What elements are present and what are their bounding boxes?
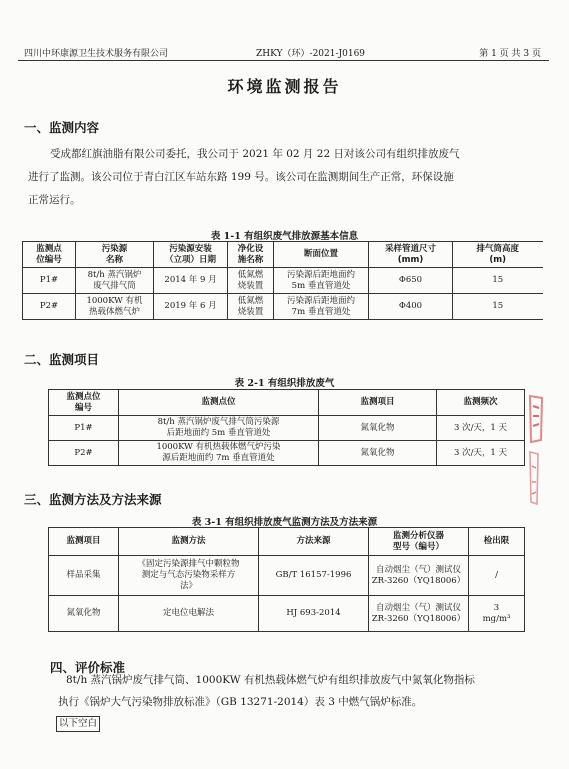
cell-line: P1# (39, 275, 59, 285)
table-cell (228, 268, 274, 294)
cell-line: mg/m³ (482, 613, 511, 624)
cell-line: 7m 垂直管道处 (291, 306, 351, 317)
cell-line: 5m 垂直管道处 (291, 280, 351, 291)
cell-line: Φ650 (398, 275, 423, 285)
cell-line: （立项）日期 (164, 254, 216, 265)
section1-paragraph (28, 143, 540, 212)
column-header (49, 390, 119, 416)
table-cell (76, 268, 154, 294)
cell-line: 烧装置 (237, 306, 264, 317)
table-header-row (49, 528, 525, 556)
table-cell (119, 596, 259, 632)
cell-line: 检出限 (483, 536, 510, 546)
table-cell (369, 556, 469, 596)
table-cell (369, 268, 453, 294)
table3-caption: 表 3-1 有组织排放废气监测方法及方法来源 (191, 517, 378, 528)
cell-line: 污染源安装 (169, 243, 212, 254)
cell-line: 2014 年 9 月 (164, 275, 217, 285)
table1 (22, 241, 543, 320)
cell-line: 监测分析仪器 (392, 530, 444, 541)
column-header (369, 528, 469, 556)
table2 (48, 389, 525, 466)
cell-line: 采样管道尺寸 (384, 243, 436, 254)
cell-line: 位编号 (36, 254, 62, 265)
cell-line: 氮氧化物 (360, 447, 395, 458)
table-cell (274, 294, 369, 320)
cell-line: 废气排气筒 (93, 280, 136, 291)
column-header (119, 528, 259, 556)
table-cell (154, 294, 228, 320)
cell-line: 污染源 (101, 243, 128, 254)
cell-line: 后距地面约 5m 垂直管道处 (166, 428, 271, 438)
cell-line: Φ400 (398, 301, 423, 311)
cell-line: 测定与气态污染物采样方 (141, 570, 236, 580)
table-cell (453, 294, 543, 320)
column-header (274, 242, 369, 268)
cell-line: 污染源后距地面约 (286, 295, 355, 306)
section4-line: 8t/h 蒸汽锅炉废气排气筒、1000KW 有机热载体燃气炉有组织排放废气中氮氧化物指标 (66, 674, 475, 686)
table-cell (154, 268, 228, 294)
cell-line: P2# (74, 447, 93, 458)
section2-heading: 二、监测项目 (24, 352, 100, 367)
column-header (319, 390, 437, 416)
cell-line: 污染源后距地面约 (286, 269, 355, 280)
table2-caption: 表 2-1 有组织排放废气 (234, 378, 335, 389)
table-cell (369, 596, 469, 632)
cell-line: 监测方法 (171, 536, 206, 546)
cell-line: 15 (492, 301, 504, 311)
cell-line: 氮氧化物 (66, 608, 101, 618)
page-header (18, 46, 549, 61)
table-row (49, 441, 525, 466)
cell-line: 3 次/天，1 天 (453, 447, 508, 458)
header-org: 四川中环康源卫生技术服务有限公司 (24, 49, 169, 59)
table-row (49, 556, 525, 596)
table-row (49, 416, 525, 441)
cell-line: 8t/h 蒸汽锅炉 (87, 269, 142, 280)
cell-line: 编号 (74, 402, 92, 413)
cell-line: 监测项目 (360, 397, 395, 407)
column-header (76, 242, 154, 268)
table-cell (437, 441, 525, 466)
table-cell (259, 596, 369, 632)
cell-line: (m) (489, 254, 507, 265)
section1-line: 正常运行。 (28, 194, 81, 206)
cell-line: P1# (74, 422, 93, 433)
end-of-content-box: 以下空白 (56, 716, 100, 732)
table3 (48, 527, 525, 632)
table-row (49, 596, 525, 632)
cell-line: 监测频次 (463, 397, 498, 407)
table-cell (228, 294, 274, 320)
table-cell (49, 596, 119, 632)
cell-line: 烧装置 (237, 280, 264, 291)
table-cell (437, 416, 525, 441)
column-header (119, 390, 319, 416)
table-cell (119, 416, 319, 441)
table-row (23, 294, 543, 320)
cell-line: 监测项目 (66, 536, 101, 546)
cell-line: 热载体燃气炉 (88, 306, 140, 317)
seam-seal-fragment (527, 448, 541, 508)
cell-line: 3 次/天，1 天 (453, 422, 508, 433)
cell-line: 样品采集 (66, 570, 101, 580)
table-cell (469, 596, 525, 632)
column-header (453, 242, 543, 268)
column-header (469, 528, 525, 556)
cell-line: 2019 年 6 月 (164, 301, 217, 311)
cell-line: 源后距地面约 7m 垂直管道处 (162, 453, 275, 463)
table-cell (49, 441, 119, 466)
table-cell (319, 441, 437, 466)
cell-line: 低氮燃 (237, 269, 264, 280)
cell-line: 断面位置 (303, 249, 338, 259)
table-cell (23, 294, 76, 320)
cell-line: (mm) (397, 254, 424, 265)
column-header (369, 242, 453, 268)
cell-line: 监测点位 (66, 391, 101, 402)
cell-line: 1000KW 有机 (86, 295, 143, 306)
table-row (23, 268, 543, 294)
table-header-row (49, 390, 525, 416)
cell-line: 氮氧化物 (360, 422, 395, 433)
column-header (23, 242, 76, 268)
table-header-row (23, 242, 543, 268)
column-header (49, 528, 119, 556)
cell-line: 排气筒高度 (476, 243, 519, 254)
cell-line: 《固定污染源排气中颗粒物 (137, 559, 240, 569)
cell-line: ZR-3260（YQ18006） (371, 613, 466, 624)
cell-line: 法》 (179, 581, 197, 591)
column-header (228, 242, 274, 268)
table-cell (119, 441, 319, 466)
cell-line: ZR-3260（YQ18006） (371, 575, 466, 586)
cell-line: 净化设 (237, 243, 264, 254)
section4-line: 执行《锅炉大气污染物排放标准》（GB 13271-2014）表 3 中燃气锅炉标准。 (58, 696, 423, 708)
column-header (437, 390, 525, 416)
table-cell (369, 294, 453, 320)
cell-line: 方法来源 (296, 536, 331, 546)
red-seal-fragment (528, 394, 544, 444)
cell-line: 监测点位 (201, 397, 236, 407)
cell-line: / (495, 570, 498, 580)
table-cell (274, 268, 369, 294)
section1-line: 受成都红旗油脂有限公司委托，我公司于 2021 年 02 月 22 日对该公司有组织排放废气 (50, 148, 460, 160)
cell-line: P2# (39, 301, 59, 311)
cell-line: 型号（编号） (392, 541, 444, 552)
cell-line: GB/T 16157-1996 (275, 570, 352, 580)
cell-line: 低氮燃 (237, 295, 264, 306)
table-cell (76, 294, 154, 320)
section4-paragraph (58, 669, 528, 713)
table-cell (319, 416, 437, 441)
column-header (259, 528, 369, 556)
page-title: 环境监测报告 (227, 77, 342, 96)
section3-heading: 三、监测方法及方法来源 (24, 492, 162, 507)
cell-line: 名称 (105, 254, 123, 265)
table-cell (23, 268, 76, 294)
cell-line: HJ 693-2014 (286, 608, 341, 618)
table-cell (49, 556, 119, 596)
cell-line: 定电位电解法 (162, 608, 214, 618)
table-cell (453, 268, 543, 294)
table-cell (119, 556, 259, 596)
cell-line: 15 (492, 275, 504, 285)
cell-line: 自动烟尘（气）测试仪 (375, 602, 461, 613)
cell-line: 1000KW 有机热载体燃气炉污染 (156, 442, 281, 452)
column-header (154, 242, 228, 268)
section1-heading: 一、监测内容 (24, 120, 100, 135)
cell-line: 8t/h 蒸汽锅炉废气排气筒污染源 (157, 417, 280, 427)
table-cell (49, 416, 119, 441)
cell-line: 3 (493, 602, 500, 613)
cell-line: 自动烟尘（气）测试仪 (375, 564, 461, 575)
section1-line: 进行了监测。该公司位于青白江区车站东路 199 号。该公司在监测期间生产正常，环保设施 (28, 171, 454, 183)
table1-caption: 表 1-1 有组织废气排放源基本信息 (210, 231, 359, 242)
table-cell (259, 556, 369, 596)
table-cell (469, 556, 525, 596)
header-code: ZHKY（环）-2021-J0169 (256, 49, 366, 59)
cell-line: 监测点 (36, 243, 62, 254)
header-page: 第 1 页 共 3 页 (479, 49, 541, 59)
section4-heading: 四、评价标准 (50, 660, 126, 675)
cell-line: 施名称 (237, 254, 264, 265)
